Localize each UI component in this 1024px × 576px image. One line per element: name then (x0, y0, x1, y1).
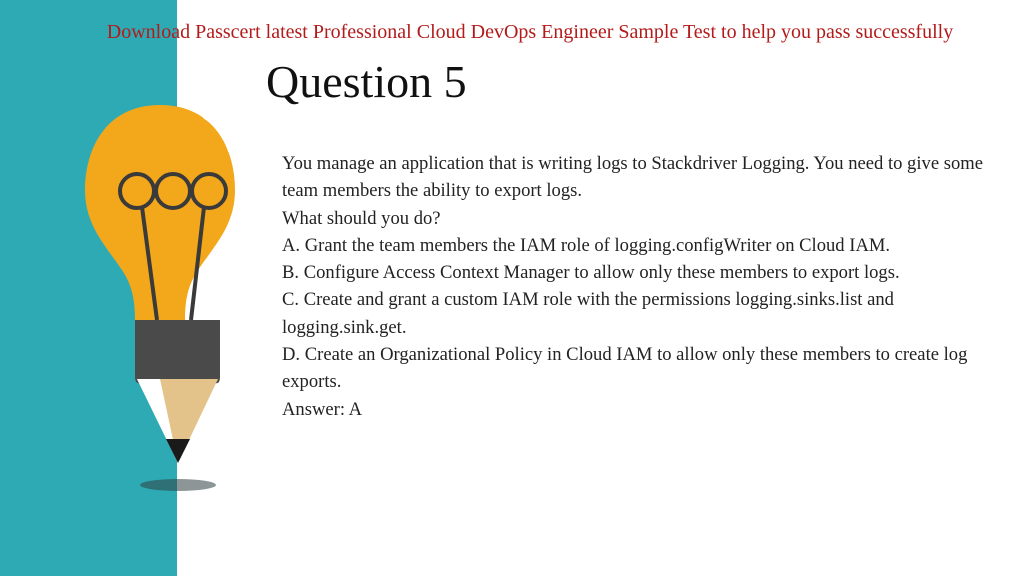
lightbulb-pencil-icon (60, 95, 260, 505)
promo-banner: Download Passcert latest Professional Cloud DevOps Engineer Sample Test to help you pass successfully (106, 21, 954, 43)
page-title: Question 5 (266, 56, 467, 107)
shadow-shape (140, 479, 216, 491)
option-d: D. Create an Organizational Policy in Cloud IAM to allow only these members to create log exports. (282, 344, 968, 393)
option-c: C. Create and grant a custom IAM role with the permissions logging.sinks.list and logging.sink.get. (282, 289, 894, 338)
question-prompt: What should you do? (282, 207, 441, 229)
question-stem: You manage an application that is writing logs to Stackdriver Logging. You need to give some team members the ability to export logs. (282, 153, 983, 202)
option-a: A. Grant the team members the IAM role of logging.configWriter on Cloud IAM. (282, 234, 891, 256)
bulb-cap-shape (135, 320, 220, 384)
question-body (282, 150, 1018, 423)
answer-text: Answer: A (282, 398, 363, 420)
option-b: B. Configure Access Context Manager to allow only these members to export logs. (282, 262, 900, 284)
bulb-glass-shape (85, 105, 235, 320)
pencil-lead-shape (166, 439, 190, 463)
